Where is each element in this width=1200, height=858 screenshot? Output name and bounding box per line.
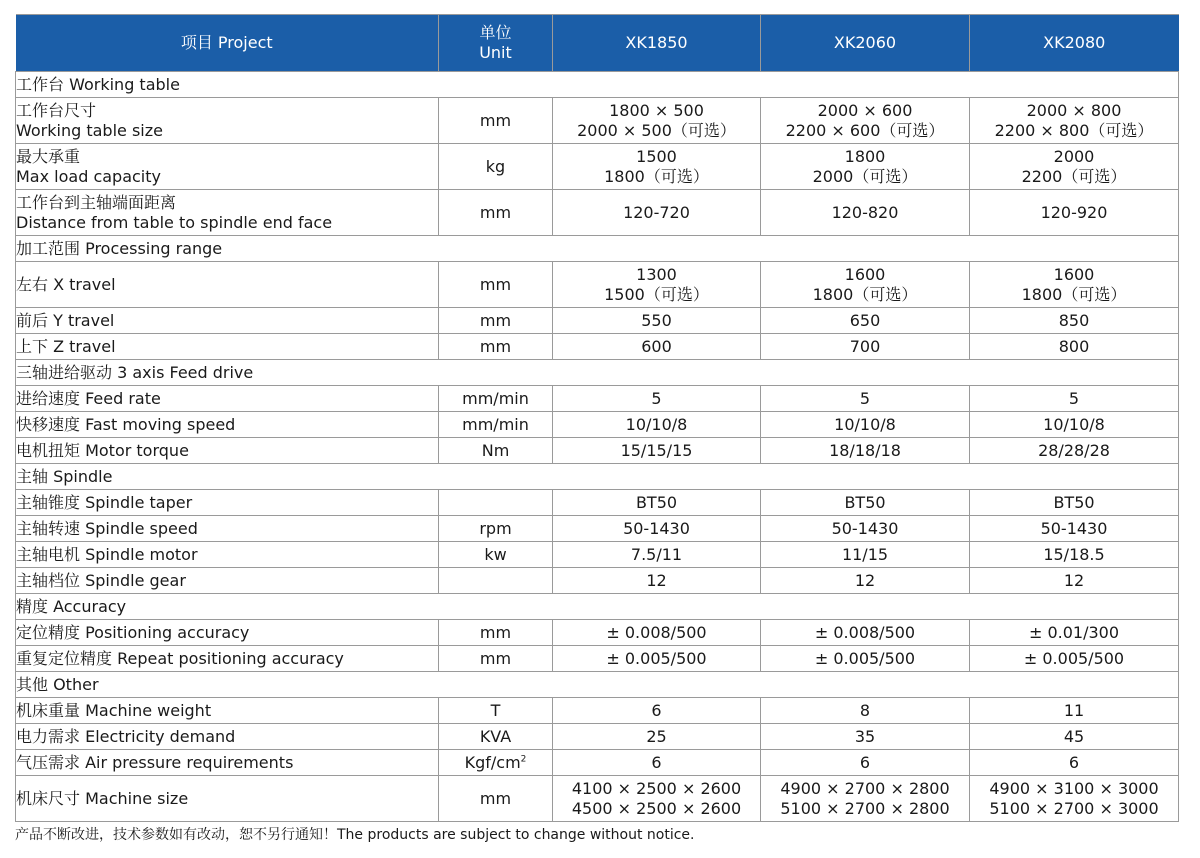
section-title: 工作台 Working table <box>16 72 1179 98</box>
spec-value <box>553 438 761 464</box>
spec-value <box>761 542 970 568</box>
spec-unit-text: mm <box>479 310 512 330</box>
spec-label <box>16 776 439 822</box>
spec-unit-text: mm <box>479 274 512 294</box>
spec-label-line: 电机扭矩 Motor torque <box>16 440 189 460</box>
spec-unit <box>439 144 553 190</box>
spec-row <box>16 750 1179 776</box>
spec-label-line: Max load capacity <box>16 166 161 186</box>
spec-unit <box>439 724 553 750</box>
spec-label-line: 主轴电机 Spindle motor <box>16 544 198 564</box>
spec-unit-text: Kgf/cm <box>464 752 521 772</box>
spec-row <box>16 542 1179 568</box>
section-title: 主轴 Spindle <box>16 464 1179 490</box>
spec-value-line: 6 <box>1068 752 1080 772</box>
spec-row <box>16 334 1179 360</box>
spec-unit <box>439 490 553 516</box>
spec-value-line: 35 <box>854 726 876 746</box>
spec-row <box>16 386 1179 412</box>
spec-value-line: 800 <box>1058 336 1090 356</box>
spec-value-line: 18/18/18 <box>829 440 901 460</box>
spec-row <box>16 98 1179 144</box>
spec-value <box>761 190 970 236</box>
spec-value <box>970 190 1179 236</box>
spec-value <box>761 698 970 724</box>
spec-value <box>553 620 761 646</box>
spec-label-line: 上下 Z travel <box>16 336 116 356</box>
spec-value-line: 12 <box>646 570 667 590</box>
section-row <box>16 464 1179 490</box>
spec-unit-text: kw <box>484 544 507 564</box>
spec-value-line: 2000（可选） <box>812 166 918 186</box>
spec-label <box>16 308 439 334</box>
spec-unit-text: mm <box>479 202 512 222</box>
spec-value-line: 700 <box>849 336 881 356</box>
spec-unit-text: Nm <box>481 440 510 460</box>
spec-label <box>16 98 439 144</box>
spec-unit-text: mm <box>479 788 512 808</box>
spec-unit <box>439 516 553 542</box>
spec-value-line: 850 <box>1058 310 1090 330</box>
spec-value <box>970 412 1179 438</box>
spec-row <box>16 568 1179 594</box>
spec-row <box>16 262 1179 308</box>
spec-value-line: 1300 <box>636 264 677 284</box>
spec-label-line: 主轴档位 Spindle gear <box>16 570 186 590</box>
spec-unit-text: kg <box>485 156 506 176</box>
spec-value-line: 50-1430 <box>623 518 690 538</box>
spec-value-line: 4900 × 3100 × 3000 <box>989 778 1159 798</box>
spec-value-line: 50-1430 <box>831 518 899 538</box>
spec-unit-text: KVA <box>479 726 512 746</box>
spec-unit <box>439 334 553 360</box>
spec-value <box>761 262 970 308</box>
spec-row <box>16 516 1179 542</box>
spec-value-line: 6 <box>651 752 662 772</box>
spec-label <box>16 334 439 360</box>
spec-row <box>16 620 1179 646</box>
spec-value-line: ± 0.005/500 <box>1023 648 1125 668</box>
spec-value-line: ± 0.008/500 <box>814 622 916 642</box>
spec-unit-superscript: 2 <box>520 754 527 765</box>
spec-value <box>761 98 970 144</box>
spec-unit <box>439 750 553 776</box>
spec-row <box>16 144 1179 190</box>
section-row <box>16 594 1179 620</box>
spec-value <box>761 516 970 542</box>
spec-value <box>970 724 1179 750</box>
spec-value-line: 600 <box>641 336 672 356</box>
header-model-2: XK2060 <box>761 15 970 72</box>
spec-value <box>553 412 761 438</box>
spec-value <box>553 386 761 412</box>
spec-label-line: 最大承重 <box>16 146 81 166</box>
spec-unit <box>439 542 553 568</box>
spec-value <box>553 262 761 308</box>
spec-unit <box>439 386 553 412</box>
spec-value-line: 4500 × 2500 × 2600 <box>571 798 742 818</box>
spec-row <box>16 308 1179 334</box>
spec-row <box>16 190 1179 236</box>
spec-unit-text: mm/min <box>462 414 529 434</box>
spec-value-line: 5 <box>1068 388 1080 408</box>
spec-value <box>553 698 761 724</box>
footer-note: 产品不断改进，技术参数如有改动，恕不另行通知！The products are subject to change without notice. <box>15 827 695 843</box>
spec-label <box>16 386 439 412</box>
spec-label <box>16 490 439 516</box>
spec-value-line: 15/15/15 <box>620 440 693 460</box>
spec-value-line: 10/10/8 <box>625 414 688 434</box>
spec-value <box>761 386 970 412</box>
spec-unit <box>439 620 553 646</box>
spec-value-line: 2200 × 600（可选） <box>785 120 945 140</box>
spec-label-line: 主轴转速 Spindle speed <box>16 518 198 538</box>
spec-value-line: 6 <box>859 752 871 772</box>
spec-value-line: 650 <box>849 310 881 330</box>
header-project: 项目 Project <box>16 15 439 72</box>
spec-value-line: BT50 <box>844 492 886 512</box>
spec-unit <box>439 412 553 438</box>
spec-value-line: 1800 × 500 <box>609 100 704 120</box>
spec-row <box>16 724 1179 750</box>
spec-value-line: ± 0.005/500 <box>814 648 916 668</box>
spec-label-line: 机床重量 Machine weight <box>16 700 212 720</box>
spec-value-line: 120-920 <box>1040 202 1108 222</box>
spec-label <box>16 568 439 594</box>
spec-value-line: 120-820 <box>831 202 899 222</box>
spec-unit-text: mm/min <box>462 388 529 408</box>
spec-value-line: 10/10/8 <box>834 414 896 434</box>
spec-label <box>16 724 439 750</box>
spec-unit-text: mm <box>479 648 512 668</box>
spec-unit <box>439 646 553 672</box>
spec-value-line: 2000 × 600 <box>817 100 913 120</box>
spec-value <box>761 620 970 646</box>
spec-unit-text: T <box>490 700 501 720</box>
spec-value-line: 12 <box>1063 570 1085 590</box>
spec-value-line: 1500（可选） <box>604 284 709 304</box>
spec-label <box>16 542 439 568</box>
spec-label <box>16 698 439 724</box>
spec-value-line: 50-1430 <box>1040 518 1108 538</box>
spec-row <box>16 412 1179 438</box>
spec-value-line: 15/18.5 <box>1043 544 1105 564</box>
spec-value <box>553 724 761 750</box>
spec-value-line: 25 <box>646 726 667 746</box>
spec-value <box>970 262 1179 308</box>
spec-value <box>553 98 761 144</box>
spec-value-line: 2000 × 500（可选） <box>577 120 736 140</box>
spec-value-line: 1600 <box>844 264 886 284</box>
spec-label-line: 工作台到主轴端面距离 <box>16 192 177 212</box>
spec-value-line: 6 <box>651 700 662 720</box>
spec-value <box>970 646 1179 672</box>
spec-value-line: 12 <box>854 570 876 590</box>
spec-label <box>16 412 439 438</box>
spec-value <box>761 412 970 438</box>
spec-value-line: ± 0.005/500 <box>606 648 707 668</box>
spec-row <box>16 698 1179 724</box>
spec-value-line: 10/10/8 <box>1043 414 1105 434</box>
spec-value-line: 1800（可选） <box>604 166 709 186</box>
spec-value <box>970 620 1179 646</box>
spec-row <box>16 438 1179 464</box>
spec-value <box>970 98 1179 144</box>
header-unit-cn: 单位 <box>479 23 512 42</box>
spec-label-line: 前后 Y travel <box>16 310 115 330</box>
spec-unit-text: mm <box>479 622 512 642</box>
spec-value <box>970 542 1179 568</box>
spec-value <box>761 308 970 334</box>
spec-value <box>970 516 1179 542</box>
spec-label <box>16 646 439 672</box>
spec-label-line: Distance from table to spindle end face <box>16 212 333 232</box>
spec-unit-text: mm <box>479 336 512 356</box>
spec-unit-text: mm <box>479 110 512 130</box>
spec-value <box>761 568 970 594</box>
spec-label <box>16 750 439 776</box>
spec-label-line: 气压需求 Air pressure requirements <box>16 752 294 772</box>
spec-value-line: 2000 × 800 <box>1026 100 1122 120</box>
section-title: 三轴进给驱动 3 axis Feed drive <box>16 360 1179 386</box>
spec-value <box>970 438 1179 464</box>
spec-value-line: 2200（可选） <box>1021 166 1127 186</box>
spec-value-line: BT50 <box>1053 492 1095 512</box>
spec-value-line: 5 <box>859 388 871 408</box>
spec-label-line: 左右 X travel <box>16 274 116 294</box>
spec-value-line: 7.5/11 <box>630 544 683 564</box>
spec-label-line: Working table size <box>16 120 163 140</box>
section-title: 加工范围 Processing range <box>16 236 1179 262</box>
spec-value-line: ± 0.008/500 <box>606 622 707 642</box>
spec-value <box>761 334 970 360</box>
spec-label <box>16 262 439 308</box>
spec-label <box>16 516 439 542</box>
spec-unit <box>439 776 553 822</box>
spec-value <box>970 776 1179 822</box>
spec-value-line: 4900 × 2700 × 2800 <box>780 778 950 798</box>
spec-unit <box>439 568 553 594</box>
header-model-1: XK1850 <box>553 15 761 72</box>
spec-value-line: 1800（可选） <box>812 284 918 304</box>
spec-unit <box>439 698 553 724</box>
spec-value <box>761 776 970 822</box>
spec-value <box>553 776 761 822</box>
spec-value-line: 5100 × 2700 × 3000 <box>989 798 1159 818</box>
spec-value <box>761 490 970 516</box>
section-title: 精度 Accuracy <box>16 594 1179 620</box>
spec-value <box>553 334 761 360</box>
spec-value-line: 4100 × 2500 × 2600 <box>571 778 742 798</box>
spec-value <box>970 386 1179 412</box>
spec-value-line: 550 <box>641 310 672 330</box>
spec-value-line: 45 <box>1063 726 1085 746</box>
spec-value <box>970 698 1179 724</box>
section-row <box>16 236 1179 262</box>
spec-label <box>16 438 439 464</box>
spec-row <box>16 646 1179 672</box>
spec-label-line: 重复定位精度 Repeat positioning accuracy <box>16 648 344 668</box>
spec-value <box>970 490 1179 516</box>
spec-unit <box>439 98 553 144</box>
section-row <box>16 672 1179 698</box>
spec-unit <box>439 308 553 334</box>
spec-value <box>553 542 761 568</box>
spec-label-line: 快移速度 Fast moving speed <box>16 414 236 434</box>
spec-value-line: 8 <box>859 700 871 720</box>
spec-unit <box>439 262 553 308</box>
header-model-3: XK2080 <box>970 15 1179 72</box>
spec-value-line: ± 0.01/300 <box>1028 622 1120 642</box>
spec-value <box>553 516 761 542</box>
spec-label-line: 工作台尺寸 <box>16 100 97 120</box>
spec-value <box>553 568 761 594</box>
spec-value-line: 28/28/28 <box>1038 440 1110 460</box>
spec-value-line: 1600 <box>1053 264 1095 284</box>
spec-body <box>16 72 1179 822</box>
spec-value-line: 11/15 <box>841 544 889 564</box>
spec-value <box>761 144 970 190</box>
spec-value-line: 11 <box>1063 700 1085 720</box>
spec-label-line: 定位精度 Positioning accuracy <box>16 622 250 642</box>
spec-label <box>16 144 439 190</box>
spec-row <box>16 490 1179 516</box>
spec-value <box>970 144 1179 190</box>
spec-unit <box>439 190 553 236</box>
spec-label <box>16 620 439 646</box>
spec-value-line: 120-720 <box>623 202 690 222</box>
section-row <box>16 72 1179 98</box>
spec-label-line: 电力需求 Electricity demand <box>16 726 236 746</box>
spec-value-line: 2000 <box>1053 146 1095 166</box>
section-title: 其他 Other <box>16 672 1179 698</box>
spec-value <box>761 438 970 464</box>
header-unit <box>439 15 553 72</box>
spec-value <box>970 568 1179 594</box>
spec-value-line: 1800 <box>844 146 886 166</box>
spec-value <box>761 724 970 750</box>
spec-value <box>761 646 970 672</box>
spec-value <box>553 490 761 516</box>
spec-value-line: 5 <box>651 388 662 408</box>
spec-value-line: 1500 <box>636 146 677 166</box>
spec-unit-text: rpm <box>479 518 512 538</box>
spec-value-line: BT50 <box>635 492 678 512</box>
spec-label-line: 机床尺寸 Machine size <box>16 788 189 808</box>
spec-label-line: 进给速度 Feed rate <box>16 388 161 408</box>
section-row <box>16 360 1179 386</box>
spec-value <box>970 334 1179 360</box>
spec-value-line: 1800（可选） <box>1021 284 1127 304</box>
spec-value-line: 5100 × 2700 × 2800 <box>780 798 950 818</box>
spec-value <box>970 308 1179 334</box>
spec-value <box>970 750 1179 776</box>
header-unit-en: Unit <box>479 43 512 62</box>
spec-row <box>16 776 1179 822</box>
spec-unit <box>439 438 553 464</box>
spec-value <box>553 646 761 672</box>
spec-value-line: 2200 × 800（可选） <box>994 120 1154 140</box>
spec-value <box>553 190 761 236</box>
spec-table <box>15 14 1179 822</box>
header-row <box>16 15 1179 72</box>
spec-value <box>553 144 761 190</box>
spec-value <box>761 750 970 776</box>
spec-value <box>553 750 761 776</box>
spec-label-line: 主轴锥度 Spindle taper <box>16 492 193 512</box>
spec-label <box>16 190 439 236</box>
spec-value <box>553 308 761 334</box>
